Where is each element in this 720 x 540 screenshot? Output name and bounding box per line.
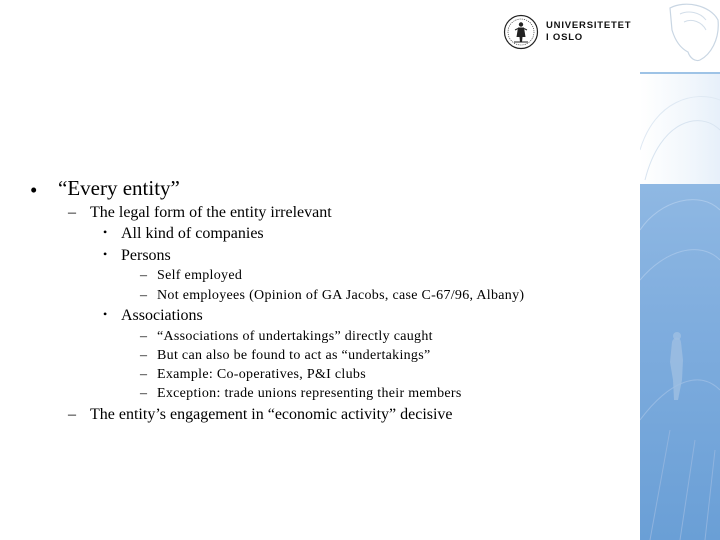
university-name-line1: UNIVERSITETET — [546, 20, 632, 31]
bullet-marker: • — [30, 178, 38, 202]
dash-marker: – — [140, 268, 148, 283]
bullet-economic-activity: The entity’s engagement in “economic activity” decisive — [90, 406, 453, 423]
bullet-associations: Associations — [121, 307, 203, 324]
bullet-persons: Persons — [121, 247, 171, 264]
bullet-legal-form: The legal form of the entity irrelevant — [90, 204, 332, 221]
university-name-line2: I OSLO — [546, 32, 583, 43]
bullet-self-employed: Self employed — [157, 268, 243, 283]
bullet-not-employees: Not employees (Opinion of GA Jacobs, case C-67/96, Albany) — [157, 288, 525, 303]
bullet-marker: • — [103, 247, 108, 261]
decorative-engraving — [640, 0, 720, 540]
dash-marker: – — [140, 329, 148, 344]
dash-marker: – — [140, 288, 148, 303]
university-name — [546, 20, 631, 44]
bullet-marker: • — [103, 225, 108, 239]
bullet-exception: Exception: trade unions representing their members — [157, 386, 462, 401]
dash-marker: – — [140, 367, 148, 382]
bullet-companies: All kind of companies — [121, 225, 264, 242]
dash-marker: – — [140, 348, 148, 363]
dash-marker: – — [68, 204, 76, 221]
bullet-example: Example: Co-operatives, P&I clubs — [157, 367, 366, 382]
dash-marker: – — [68, 406, 76, 423]
dash-marker: – — [140, 386, 148, 401]
university-seal-icon — [503, 14, 539, 50]
bullet-marker: • — [103, 307, 108, 321]
university-logo — [503, 14, 631, 50]
decorative-side-panel — [640, 0, 720, 540]
bullet-act-as-undertakings: But can also be found to act as “undertakings” — [157, 348, 431, 363]
bullet-every-entity: “Every entity” — [58, 176, 180, 200]
bullet-associations-of-undertakings: “Associations of undertakings” directly caught — [157, 329, 433, 344]
